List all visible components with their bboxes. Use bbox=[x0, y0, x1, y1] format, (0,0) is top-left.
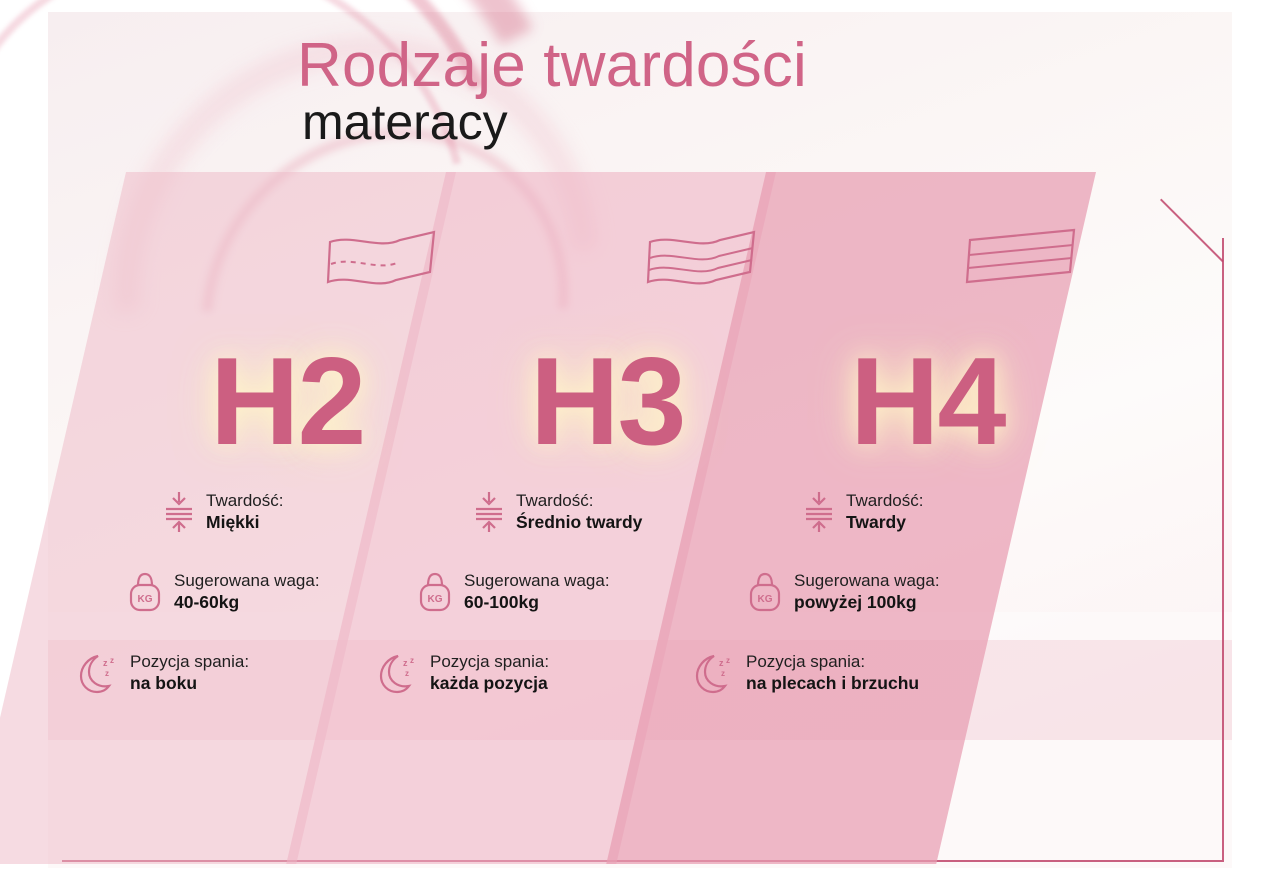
mattress-layers-icon bbox=[322, 220, 442, 300]
position-value: na plecach i brzuchu bbox=[746, 673, 920, 693]
spec-hardness bbox=[802, 490, 923, 534]
moon-sleep-icon bbox=[374, 650, 420, 696]
moon-sleep-icon bbox=[74, 650, 120, 696]
spec-position bbox=[690, 650, 919, 696]
weight-value: 40-60kg bbox=[174, 592, 240, 612]
svg-text:z: z bbox=[103, 658, 108, 668]
page-title bbox=[297, 33, 807, 149]
spec-position bbox=[374, 650, 549, 696]
hardness-code-h4: H4 bbox=[850, 333, 1005, 471]
spec-hardness bbox=[472, 490, 642, 534]
title-main: Rodzaje twardości bbox=[297, 31, 807, 100]
kettlebell-kg-icon bbox=[746, 570, 784, 614]
kettlebell-kg-icon bbox=[416, 570, 454, 614]
weight-value: 60-100kg bbox=[464, 592, 539, 612]
card-h3[interactable] bbox=[403, 172, 776, 864]
svg-text:KG: KG bbox=[757, 594, 773, 605]
kettlebell-kg-icon bbox=[126, 570, 164, 614]
hardness-label: Twardość: bbox=[846, 491, 924, 510]
svg-text:z: z bbox=[405, 669, 409, 678]
weight-label: Sugerowana waga: bbox=[464, 571, 610, 590]
weight-value: powyżej 100kg bbox=[794, 592, 917, 612]
position-label: Pozycja spania: bbox=[430, 652, 550, 671]
hardness-code-h2: H2 bbox=[210, 333, 365, 471]
hardness-arrows-icon bbox=[802, 490, 836, 534]
hardness-label: Twardość: bbox=[516, 491, 594, 510]
spec-position bbox=[74, 650, 249, 696]
hardness-arrows-icon bbox=[162, 490, 196, 534]
svg-text:z: z bbox=[403, 658, 408, 668]
svg-text:z: z bbox=[410, 656, 414, 665]
card-h2[interactable] bbox=[103, 172, 456, 864]
svg-text:z: z bbox=[726, 656, 730, 665]
position-value: na boku bbox=[130, 673, 198, 693]
svg-text:KG: KG bbox=[137, 594, 153, 605]
position-label: Pozycja spania: bbox=[746, 652, 866, 671]
svg-text:KG: KG bbox=[427, 594, 443, 605]
hardness-label: Twardość: bbox=[206, 491, 284, 510]
hardness-value: Średnio twardy bbox=[516, 512, 643, 532]
spec-weight bbox=[126, 570, 320, 614]
spec-hardness bbox=[162, 490, 283, 534]
weight-label: Sugerowana waga: bbox=[794, 571, 940, 590]
svg-text:z: z bbox=[719, 658, 724, 668]
hardness-value: Twardy bbox=[846, 512, 906, 532]
svg-text:z: z bbox=[110, 656, 114, 665]
position-value: każda pozycja bbox=[430, 673, 548, 693]
position-label: Pozycja spania: bbox=[130, 652, 250, 671]
weight-label: Sugerowana waga: bbox=[174, 571, 320, 590]
hardness-code-h3: H3 bbox=[530, 333, 685, 471]
spec-weight bbox=[746, 570, 940, 614]
hardness-arrows-icon bbox=[472, 490, 506, 534]
svg-text:z: z bbox=[721, 669, 725, 678]
title-sub: materacy bbox=[302, 94, 508, 151]
mattress-layers-icon bbox=[962, 220, 1082, 300]
spec-weight bbox=[416, 570, 610, 614]
mattress-layers-icon bbox=[642, 220, 762, 300]
hardness-value: Miękki bbox=[206, 512, 260, 532]
moon-sleep-icon bbox=[690, 650, 736, 696]
svg-text:z: z bbox=[105, 669, 109, 678]
card-h4[interactable] bbox=[719, 172, 1096, 864]
